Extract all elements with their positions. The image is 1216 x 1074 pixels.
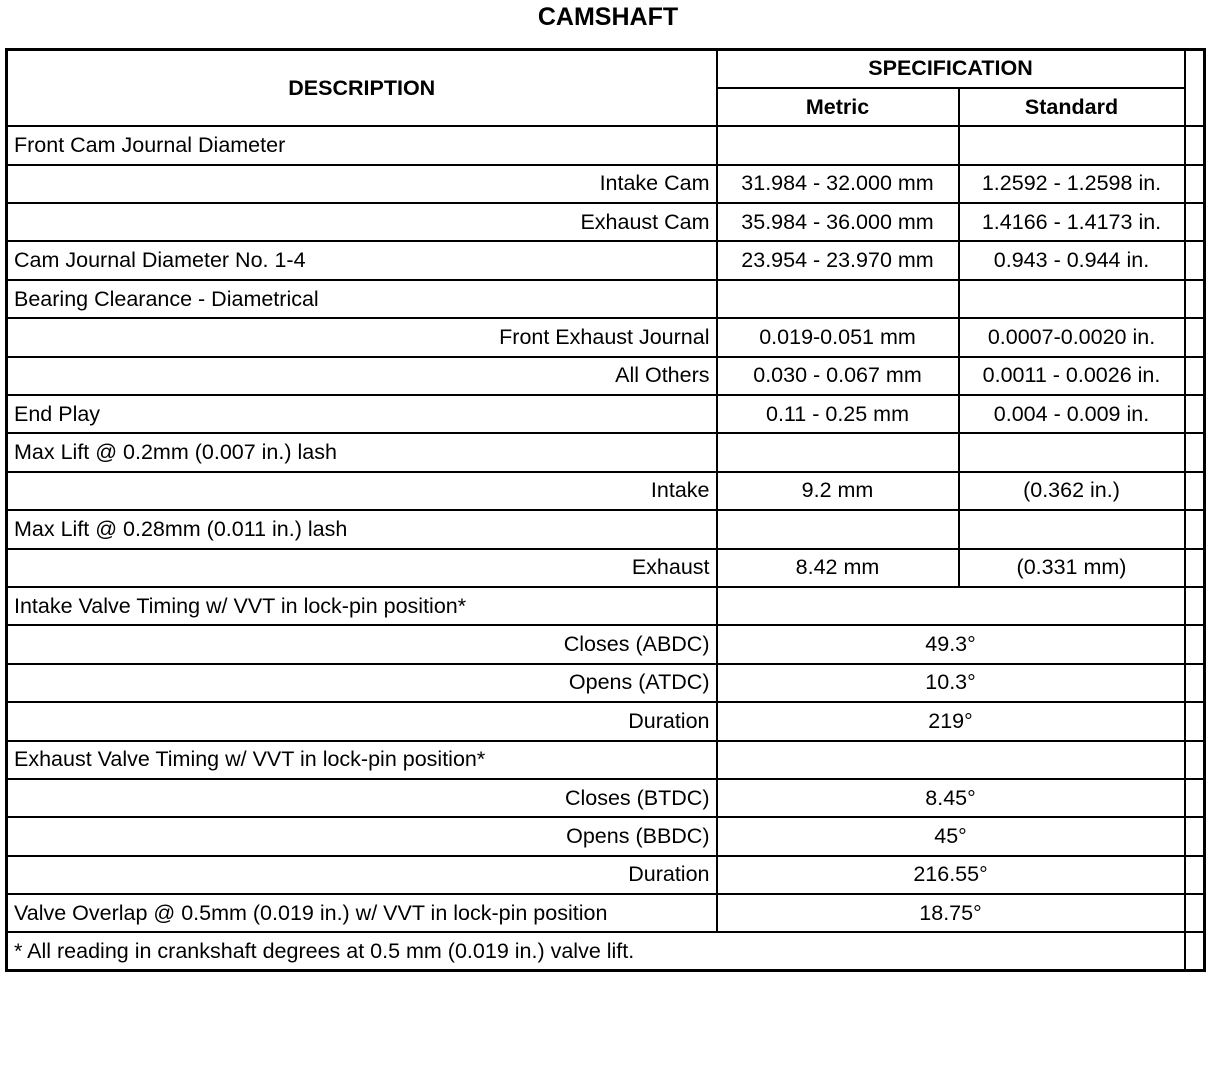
table-row: [7, 395, 1205, 433]
row-description: Intake Cam: [7, 165, 717, 203]
row-description: Valve Overlap @ 0.5mm (0.019 in.) w/ VVT in lock-pin position: [7, 894, 717, 932]
table-row: [7, 357, 1205, 395]
table-row: [7, 702, 1205, 740]
table-row: [7, 126, 1205, 164]
right-margin-cell: [1185, 241, 1205, 279]
row-description: Duration: [7, 702, 717, 740]
table-row: [7, 280, 1205, 318]
row-description: Exhaust Valve Timing w/ VVT in lock-pin position*: [7, 741, 717, 779]
table-row: [7, 817, 1205, 855]
row-spec-value: 10.3°: [717, 664, 1185, 702]
table-row: [7, 472, 1205, 510]
row-standard-value: [959, 126, 1185, 164]
row-standard-value: (0.362 in.): [959, 472, 1185, 510]
row-standard-value: [959, 280, 1185, 318]
row-metric-value: 0.11 - 0.25 mm: [717, 395, 959, 433]
row-description: Closes (ABDC): [7, 625, 717, 663]
row-description: Exhaust: [7, 549, 717, 587]
table-row: [7, 433, 1205, 471]
row-standard-value: (0.331 mm): [959, 549, 1185, 587]
table-row: [7, 625, 1205, 663]
right-margin-cell: [1185, 433, 1205, 471]
right-margin-cell: [1185, 894, 1205, 932]
header-specification: SPECIFICATION: [717, 50, 1185, 88]
table-row: [7, 165, 1205, 203]
header-row-top: [7, 50, 1205, 88]
row-description: End Play: [7, 395, 717, 433]
row-spec-value: [717, 741, 1185, 779]
right-margin-cell: [1185, 702, 1205, 740]
row-description: Duration: [7, 856, 717, 894]
row-description: Bearing Clearance - Diametrical: [7, 280, 717, 318]
camshaft-spec-table: [5, 48, 1206, 972]
row-metric-value: 8.42 mm: [717, 549, 959, 587]
row-description: All Others: [7, 357, 717, 395]
row-metric-value: [717, 280, 959, 318]
right-margin-cell: [1185, 50, 1205, 127]
footnote: * All reading in crankshaft degrees at 0.5 mm (0.019 in.) valve lift.: [7, 932, 1185, 970]
table-row: [7, 510, 1205, 548]
right-margin-cell: [1185, 472, 1205, 510]
row-spec-value: 49.3°: [717, 625, 1185, 663]
row-metric-value: 0.019-0.051 mm: [717, 318, 959, 356]
right-margin-cell: [1185, 318, 1205, 356]
table-row: [7, 203, 1205, 241]
table-row: [7, 587, 1205, 625]
table-row: [7, 241, 1205, 279]
table-row: [7, 318, 1205, 356]
right-margin-cell: [1185, 587, 1205, 625]
row-metric-value: 35.984 - 36.000 mm: [717, 203, 959, 241]
right-margin-cell: [1185, 664, 1205, 702]
table-row: [7, 894, 1205, 932]
right-margin-cell: [1185, 280, 1205, 318]
row-description: Intake: [7, 472, 717, 510]
right-margin-cell: [1185, 856, 1205, 894]
row-metric-value: 31.984 - 32.000 mm: [717, 165, 959, 203]
spec-table-body: [7, 126, 1205, 932]
row-spec-value: 45°: [717, 817, 1185, 855]
row-standard-value: 1.2592 - 1.2598 in.: [959, 165, 1185, 203]
right-margin-cell: [1185, 126, 1205, 164]
row-description: Closes (BTDC): [7, 779, 717, 817]
right-margin-cell: [1185, 817, 1205, 855]
row-description: Front Cam Journal Diameter: [7, 126, 717, 164]
table-row: [7, 664, 1205, 702]
right-margin-cell: [1185, 741, 1205, 779]
row-description: Opens (BBDC): [7, 817, 717, 855]
row-description: Intake Valve Timing w/ VVT in lock-pin position*: [7, 587, 717, 625]
row-standard-value: [959, 510, 1185, 548]
row-description: Front Exhaust Journal: [7, 318, 717, 356]
right-margin-cell: [1185, 932, 1205, 970]
row-metric-value: 9.2 mm: [717, 472, 959, 510]
row-description: Max Lift @ 0.2mm (0.007 in.) lash: [7, 433, 717, 471]
row-metric-value: [717, 433, 959, 471]
row-description: Cam Journal Diameter No. 1-4: [7, 241, 717, 279]
table-row: [7, 779, 1205, 817]
right-margin-cell: [1185, 165, 1205, 203]
row-standard-value: 0.943 - 0.944 in.: [959, 241, 1185, 279]
row-standard-value: 1.4166 - 1.4173 in.: [959, 203, 1185, 241]
header-standard: Standard: [959, 88, 1185, 126]
row-spec-value: 216.55°: [717, 856, 1185, 894]
right-margin-cell: [1185, 203, 1205, 241]
row-metric-value: 23.954 - 23.970 mm: [717, 241, 959, 279]
table-row: [7, 741, 1205, 779]
page-title: CAMSHAFT: [537, 3, 679, 31]
row-spec-value: 18.75°: [717, 894, 1185, 932]
row-spec-value: 219°: [717, 702, 1185, 740]
row-metric-value: [717, 126, 959, 164]
header-metric: Metric: [717, 88, 959, 126]
row-metric-value: [717, 510, 959, 548]
right-margin-cell: [1185, 549, 1205, 587]
row-standard-value: [959, 433, 1185, 471]
row-standard-value: 0.004 - 0.009 in.: [959, 395, 1185, 433]
right-margin-cell: [1185, 625, 1205, 663]
row-description: Opens (ATDC): [7, 664, 717, 702]
row-standard-value: 0.0007-0.0020 in.: [959, 318, 1185, 356]
right-margin-cell: [1185, 357, 1205, 395]
row-description: Max Lift @ 0.28mm (0.011 in.) lash: [7, 510, 717, 548]
right-margin-cell: [1185, 395, 1205, 433]
table-row: [7, 549, 1205, 587]
row-spec-value: [717, 587, 1185, 625]
right-margin-cell: [1185, 510, 1205, 548]
footnote-row: [7, 932, 1205, 970]
table-row: [7, 856, 1205, 894]
row-description: Exhaust Cam: [7, 203, 717, 241]
header-description: DESCRIPTION: [7, 50, 717, 127]
row-standard-value: 0.0011 - 0.0026 in.: [959, 357, 1185, 395]
row-spec-value: 8.45°: [717, 779, 1185, 817]
row-metric-value: 0.030 - 0.067 mm: [717, 357, 959, 395]
right-margin-cell: [1185, 779, 1205, 817]
